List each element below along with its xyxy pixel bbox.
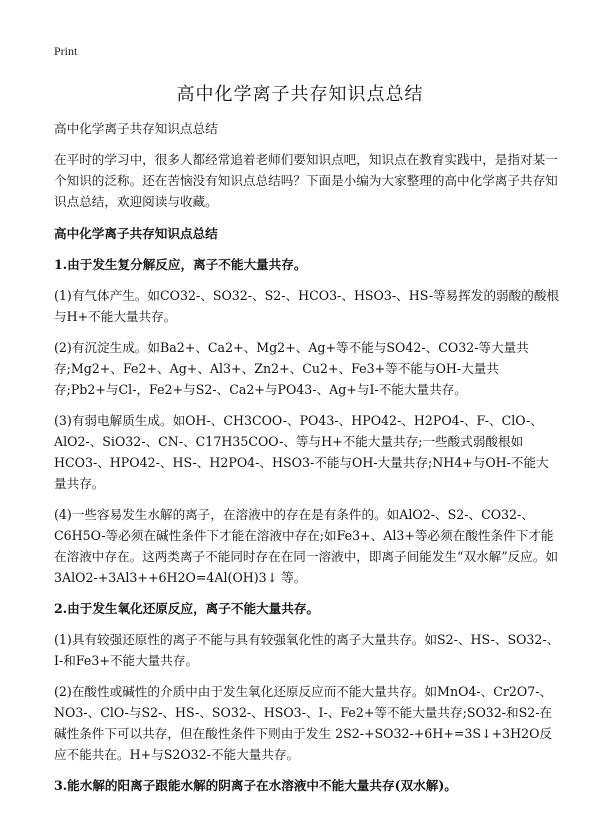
paragraph-1-3: (3)有弱电解质生成。如OH-、CH3COO-、PO43-、HPO42-、H2PO4-、F-、ClO-、AlO2-、SiO32-、CN-、C17H35COO-、等与H+不能大量共存;一些酸式弱酸根如HCO3-、HPO42-、HS-、H2PO4-、HSO3-不能与OH-大量共存;NH4+与OH-不能大量共存。 — [54, 413, 549, 491]
paragraph-2-1: (1)具有较强还原性的离子不能与具有较强氧化性的离子大量共存。如S2-、HS-、SO32-、I-和Fe3+不能大量共存。 — [54, 632, 560, 668]
paragraph-1-4: (4)一些容易发生水解的离子，在溶液中的存在是有条件的。如AlO2-、S2-、CO32-、C6H5O-等必须在碱性条件下才能在溶液中存在;如Fe3+、Al3+等必须在酸性条件下才能在溶液中存在。这两类离子不能同时存在在同一溶液中，即离子间能发生“双水解”反应。如 3AlO2-+3Al3++6H2O=4Al(OH)3↓ 等。 — [54, 507, 559, 585]
article-subtitle: 高中化学离子共存知识点总结 — [54, 121, 218, 136]
heading-1: 1.由于发生复分解反应，离子不能大量共存。 — [54, 257, 307, 272]
heading-3: 3.能水解的阳离子跟能水解的阴离子在水溶液中不能大量共存(双水解)。 — [54, 778, 457, 793]
article-body — [54, 118, 560, 806]
print-label[interactable]: Print — [54, 44, 78, 58]
paragraph-1-1: (1)有气体产生。如CO32-、SO32-、S2-、HCO3-、HSO3-、HS-等易挥发的弱酸的酸根与H+不能大量共存。 — [54, 288, 560, 324]
heading-2: 2.由于发生氧化还原反应，离子不能大量共存。 — [54, 601, 320, 616]
paragraph-1-2: (2)有沉淀生成。如Ba2+、Ca2+、Mg2+、Ag+等不能与SO42-、CO32-等大量共存;Mg2+、Fe2+、Ag+、Al3+、Zn2+、Cu2+、Fe3+等不能与OH-大量共存;Pb2+与Cl-，Fe2+与S2-、Ca2+与PO43-、Ag+与I-不能大量共存。 — [54, 340, 529, 397]
paragraph-2-2: (2)在酸性或碱性的介质中由于发生氧化还原反应而不能大量共存。如MnO4-、Cr2O7-、NO3-、ClO-与S2-、HS-、SO32-、HSO3-、I-、Fe2+等不能大量共存;SO32-和S2-在碱性条件下可以共存，但在酸性条件下则由于发生 2S2-+SO32-+6H+=3S↓+3H2O反应不能共在。H+与S2O32-不能大量共存。 — [54, 684, 553, 762]
section-heading: 高中化学离子共存知识点总结 — [54, 226, 218, 241]
page-title: 高中化学离子共存知识点总结 — [176, 84, 424, 105]
intro-paragraph: 在平时的学习中，很多人都经常追着老师们要知识点吧，知识点在教育实践中，是指对某一个知识的泛称。还在苦恼没有知识点总结吗？下面是小编为大家整理的高中化学离子共存知识点总结，欢迎阅读与收藏。 — [54, 152, 558, 209]
